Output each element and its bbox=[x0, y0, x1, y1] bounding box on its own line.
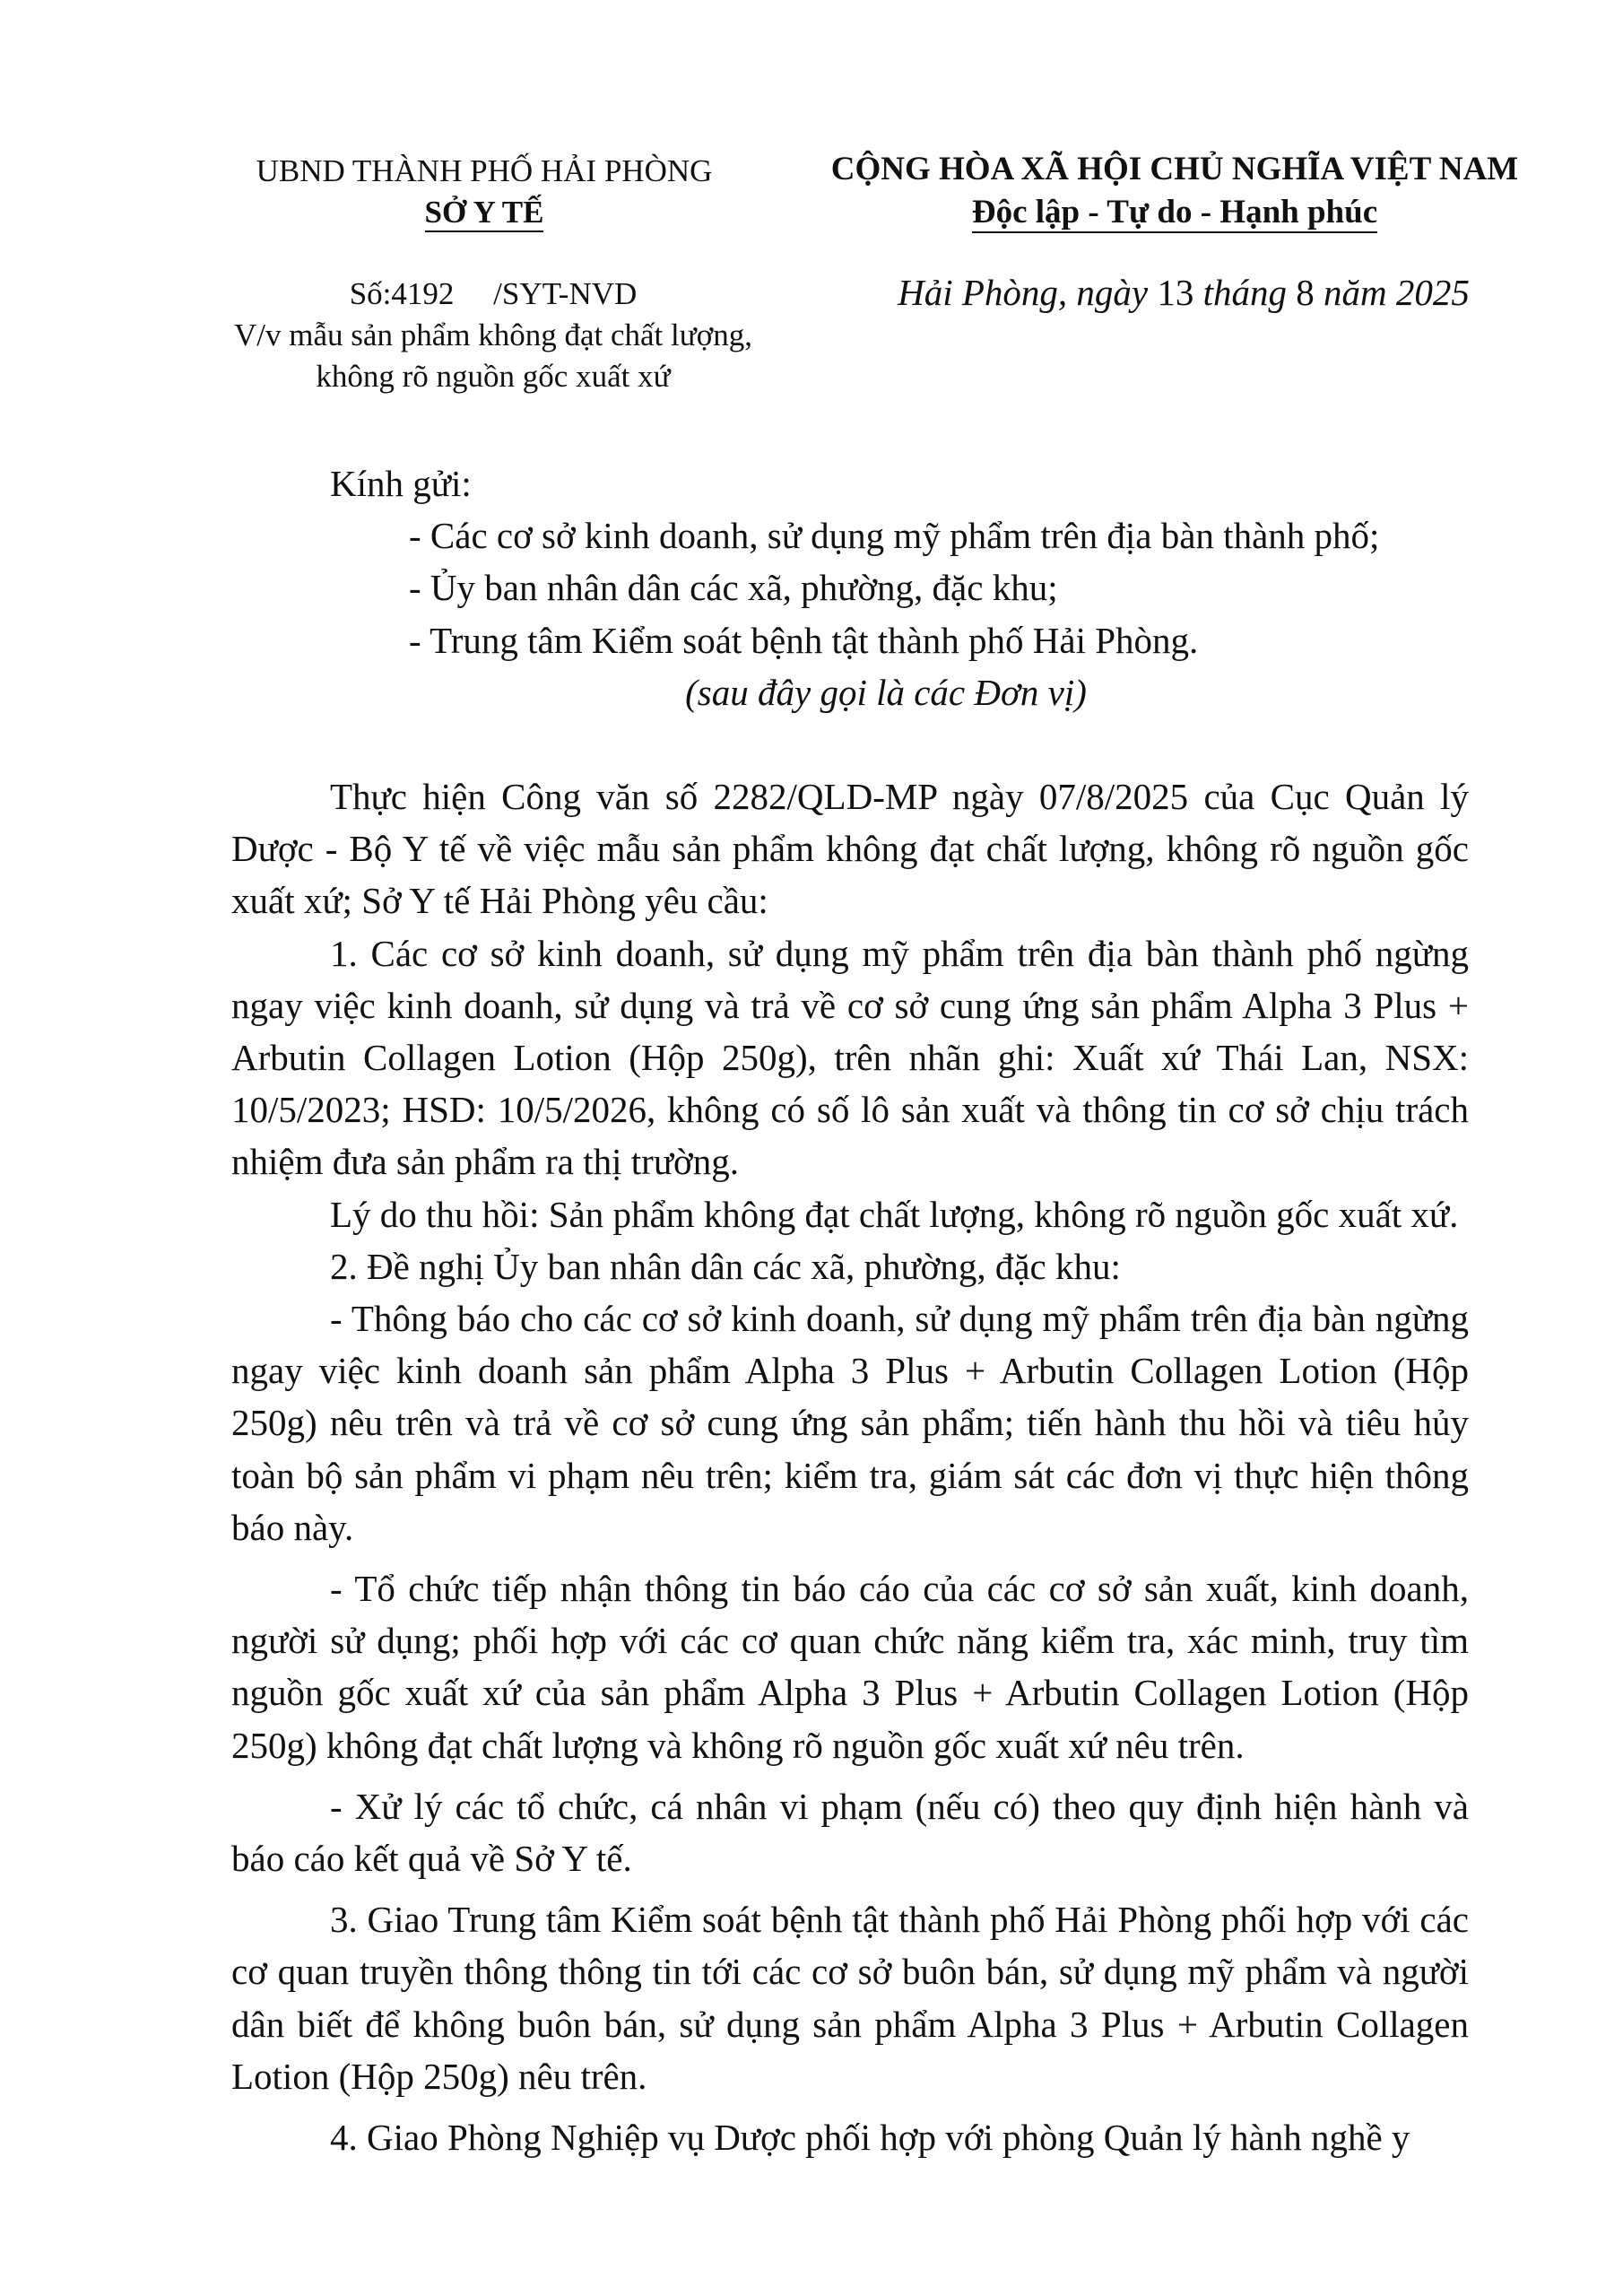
issuing-department: SỞ Y TẾ bbox=[425, 195, 544, 232]
paragraph-item-1: 1. Các cơ sở kinh doanh, sử dụng mỹ phẩm trên địa bàn thành phố ngừng ngay việc kinh doanh, sử dụng và trả về cơ sở cung ứng sản phẩm Alpha 3 Plus + Arbutin Collagen Lotion (Hộp 250g), trên nhãn ghi: Xuất xứ Thái Lan, NSX: 10/5/2023; HSD: 10/5/2026, không có số lô sản xuất và thông tin cơ sở chịu trách nhiệm đưa sản phẩm ra thị trường. bbox=[231, 932, 1469, 1183]
subject-line-1: V/v mẫu sản phẩm không đạt chất lượng, bbox=[234, 317, 752, 352]
document-number: Số:4192 /SYT-NVD bbox=[206, 274, 780, 315]
paragraph-item-2: 2. Đề nghị Ủy ban nhân dân các xã, phường, đặc khu: bbox=[330, 1245, 1121, 1287]
document-body bbox=[231, 457, 1469, 2163]
paragraph-reason: Lý do thu hồi: Sản phẩm không đạt chất lượng, không rõ nguồn gốc xuất xứ. bbox=[330, 1193, 1459, 1235]
document-number-value: 4192 bbox=[391, 276, 455, 311]
recipients-note: (sau đây gọi là các Đơn vị) bbox=[685, 671, 1087, 713]
paragraph-bullet-handle: - Xử lý các tổ chức, cá nhân vi phạm (nếu có) theo quy định hiện hành và báo cáo kết quả về Sở Y tế. bbox=[231, 1785, 1469, 1880]
document-reference bbox=[206, 274, 780, 397]
paragraph-item-4: 4. Giao Phòng Nghiệp vụ Dược phối hợp với phòng Quản lý hành nghề y bbox=[330, 2117, 1410, 2159]
paragraph-item-3: 3. Giao Trung tâm Kiểm soát bệnh tật thành phố Hải Phòng phối hợp với các cơ quan truyền thông thông tin tới các cơ sở buôn bán, sử dụng mỹ phẩm và người dân biết để không buôn bán, sử dụng sản phẩm Alpha 3 Plus + Arbutin Collagen Lotion (Hộp 250g) nêu trên. bbox=[231, 1899, 1469, 2097]
recipients-title: Kính gửi: bbox=[330, 463, 472, 504]
issuer-block bbox=[215, 151, 753, 233]
national-heading bbox=[803, 148, 1547, 234]
national-motto: Độc lập - Tự do - Hạnh phúc bbox=[972, 194, 1377, 233]
recipient-item: - Trung tâm Kiểm soát bệnh tật thành phố Hải Phòng. bbox=[409, 619, 1199, 661]
issue-date: Hải Phòng, ngày 13 tháng 8 năm 2025 bbox=[898, 272, 1470, 313]
paragraph-intro: Thực hiện Công văn số 2282/QLD-MP ngày 07/8/2025 của Cục Quản lý Dược - Bộ Y tế về việc mẫu sản phẩm không đạt chất lượng, không rõ nguồn gốc xuất xứ; Sở Y tế Hải Phòng yêu cầu: bbox=[231, 776, 1469, 922]
issuing-authority: UBND THÀNH PHỐ HẢI PHÒNG bbox=[256, 153, 713, 188]
subject-line-2: không rõ nguồn gốc xuất xứ bbox=[316, 359, 671, 394]
recipient-item: - Các cơ sở kinh doanh, sử dụng mỹ phẩm trên địa bàn thành phố; bbox=[409, 515, 1380, 557]
recipient-item: - Ủy ban nhân dân các xã, phường, đặc khu; bbox=[409, 567, 1058, 609]
nation-name: CỘNG HÒA XÃ HỘI CHỦ NGHĨA VIỆT NAM bbox=[830, 151, 1519, 187]
paragraph-bullet-notify: - Thông báo cho các cơ sở kinh doanh, sử dụng mỹ phẩm trên địa bàn ngừng ngay việc kinh doanh sản phẩm Alpha 3 Plus + Arbutin Collagen Lotion (Hộp 250g) nêu trên và trả về cơ sở cung ứng sản phẩm; tiến hành thu hồi và tiêu hủy toàn bộ sản phẩm vi phạm nêu trên; kiểm tra, giám sát các đơn vị thực hiện thông báo này. bbox=[231, 1298, 1469, 1548]
paragraph-bullet-receive: - Tổ chức tiếp nhận thông tin báo cáo của các cơ sở sản xuất, kinh doanh, người sử dụng; phối hợp với các cơ quan chức năng kiểm tra, xác minh, truy tìm nguồn gốc xuất xứ của sản phẩm Alpha 3 Plus + Arbutin Collagen Lotion (Hộp 250g) không đạt chất lượng và không rõ nguồn gốc xuất xứ nêu trên. bbox=[231, 1568, 1469, 1766]
